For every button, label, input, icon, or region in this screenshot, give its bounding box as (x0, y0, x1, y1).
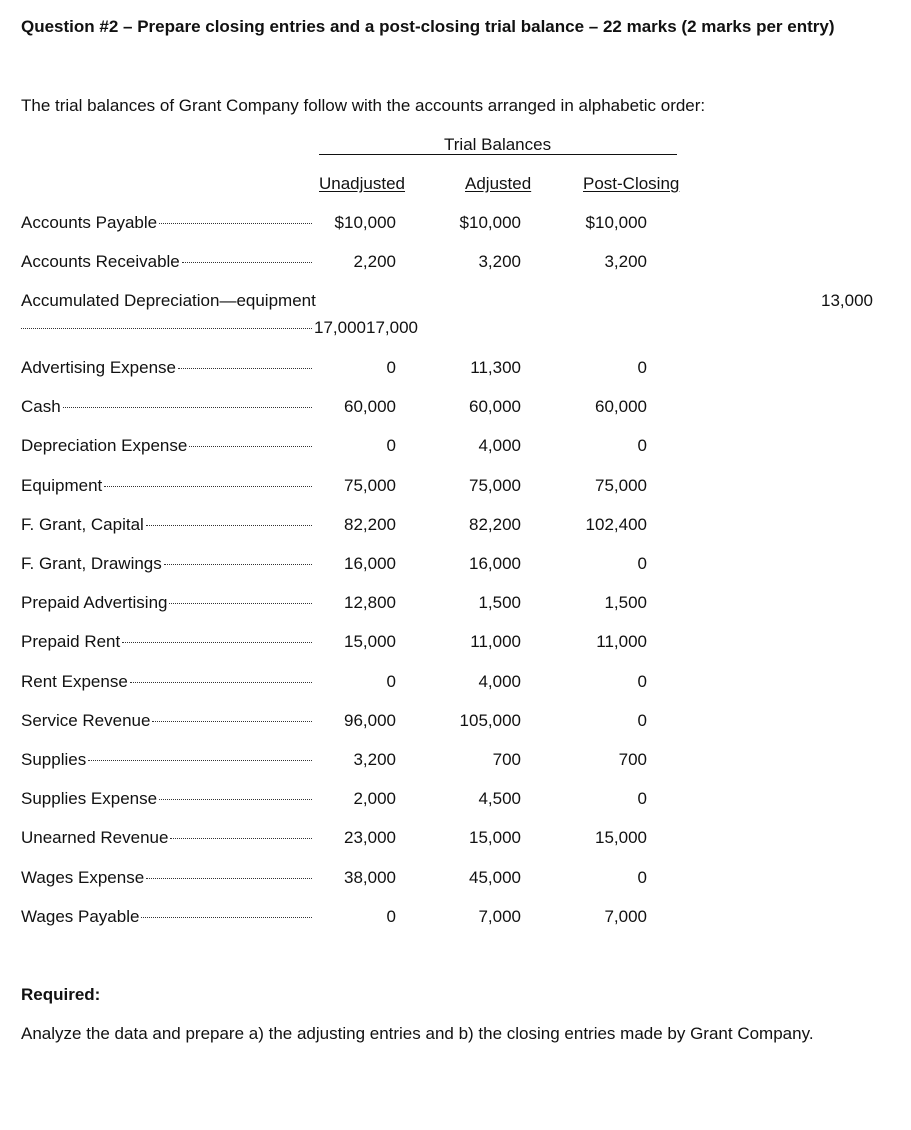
table-row (0, 358, 911, 382)
unadjusted-value: 2,000 (353, 789, 396, 808)
account-name: Prepaid Advertising (21, 593, 168, 612)
table-row (0, 515, 911, 539)
table-row (0, 672, 911, 696)
post-closing-value: 60,000 (595, 397, 647, 416)
unadjusted-value: 16,000 (344, 554, 396, 573)
adjusted-value: 82,200 (469, 515, 521, 534)
unadjusted-value: 2,200 (353, 252, 396, 271)
unadjusted-value: 0 (386, 907, 396, 926)
post-closing-value: 700 (618, 750, 647, 769)
table-row (0, 828, 911, 852)
post-closing-value: 0 (637, 554, 647, 573)
adjusted-value: 4,000 (478, 672, 521, 691)
unadjusted-value: 0 (386, 672, 396, 691)
account-name: Accounts Payable (21, 213, 158, 232)
table-row (0, 436, 911, 460)
account-name: Unearned Revenue (21, 828, 169, 847)
unadjusted-value: 3,200 (353, 750, 396, 769)
table-row (0, 907, 911, 931)
unadjusted-value: 15,000 (344, 632, 396, 651)
column-header-adjusted: Adjusted (465, 174, 532, 193)
post-closing-value: 0 (637, 868, 647, 887)
post-closing-value: 0 (637, 789, 647, 808)
column-header-post-closing: Post-Closing (583, 174, 680, 193)
table-row (0, 252, 911, 276)
account-name: Rent Expense (21, 672, 128, 691)
table-row (0, 632, 911, 656)
unadjusted-value: 82,200 (344, 515, 396, 534)
account-name: Supplies (21, 750, 87, 769)
question-heading: Question #2 – Prepare closing entries and a post-closing trial balance – 22 marks (2 marks per entry) (21, 17, 835, 36)
table-row (0, 868, 911, 892)
post-closing-value: 7,000 (604, 907, 647, 926)
account-name: Wages Payable (21, 907, 140, 926)
intro-text: The trial balances of Grant Company follow with the accounts arranged in alphabetic order: (21, 96, 706, 115)
adjusted-value: 45,000 (469, 868, 521, 887)
required-text: Analyze the data and prepare a) the adjusting entries and b) the closing entries made by Grant Company. (21, 1024, 814, 1043)
adjusted-value: 7,000 (478, 907, 521, 926)
account-name: F. Grant, Drawings (21, 554, 162, 573)
adjusted-value: $10,000 (459, 213, 521, 232)
trial-balances-title: Trial Balances (444, 135, 552, 154)
adjusted-value: 60,000 (469, 397, 521, 416)
unadjusted-value: 0 (386, 436, 396, 455)
unadjusted-value: 75,000 (344, 476, 396, 495)
unadjusted-value: 12,800 (344, 593, 396, 612)
account-name: Supplies Expense (21, 789, 158, 808)
adjusted-value: 4,500 (478, 789, 521, 808)
account-name: Service Revenue (21, 711, 151, 730)
account-name: Equipment (21, 476, 103, 495)
unadjusted-value: 96,000 (344, 711, 396, 730)
post-closing-value: 102,400 (585, 515, 647, 534)
accum-depreciation-label: Accumulated Depreciation—equipment (21, 291, 316, 310)
post-closing-value: 0 (637, 672, 647, 691)
table-row (0, 711, 911, 735)
table-row (0, 789, 911, 813)
post-closing-value: 3,200 (604, 252, 647, 271)
post-closing-value: 11,000 (596, 632, 647, 651)
post-closing-value: 0 (637, 711, 647, 730)
unadjusted-value: $10,000 (334, 213, 396, 232)
table-row (0, 593, 911, 617)
post-closing-value: 75,000 (595, 476, 647, 495)
trial-balances-rule (319, 154, 677, 155)
accum-depreciation-inline-values: 17,00017,000 (314, 318, 418, 337)
unadjusted-value: 23,000 (344, 828, 396, 847)
account-name: Advertising Expense (21, 358, 176, 377)
accum-depreciation-far-value: 13,000 (821, 291, 873, 310)
adjusted-value: 11,300 (470, 358, 521, 377)
account-name: Prepaid Rent (21, 632, 121, 651)
post-closing-value: 0 (637, 358, 647, 377)
table-row (0, 554, 911, 578)
table-row (0, 213, 911, 237)
post-closing-value: 15,000 (595, 828, 647, 847)
table-row (0, 476, 911, 500)
adjusted-value: 16,000 (469, 554, 521, 573)
account-name: Depreciation Expense (21, 436, 188, 455)
post-closing-value: 1,500 (604, 593, 647, 612)
account-name: Accounts Receivable (21, 252, 180, 271)
adjusted-value: 700 (492, 750, 521, 769)
table-row (0, 750, 911, 774)
table-row (0, 397, 911, 421)
adjusted-value: 75,000 (469, 476, 521, 495)
adjusted-value: 105,000 (459, 711, 521, 730)
adjusted-value: 4,000 (478, 436, 521, 455)
unadjusted-value: 60,000 (344, 397, 396, 416)
post-closing-value: $10,000 (585, 213, 647, 232)
adjusted-value: 11,000 (470, 632, 521, 651)
adjusted-value: 1,500 (478, 593, 521, 612)
account-name: Wages Expense (21, 868, 145, 887)
column-header-unadjusted: Unadjusted (319, 174, 406, 193)
adjusted-value: 15,000 (469, 828, 521, 847)
unadjusted-value: 0 (386, 358, 396, 377)
adjusted-value: 3,200 (478, 252, 521, 271)
required-title: Required: (21, 985, 101, 1004)
unadjusted-value: 38,000 (344, 868, 396, 887)
account-name: F. Grant, Capital (21, 515, 144, 534)
accum-depreciation-leader-row (21, 318, 418, 338)
post-closing-value: 0 (637, 436, 647, 455)
account-name: Cash (21, 397, 61, 416)
